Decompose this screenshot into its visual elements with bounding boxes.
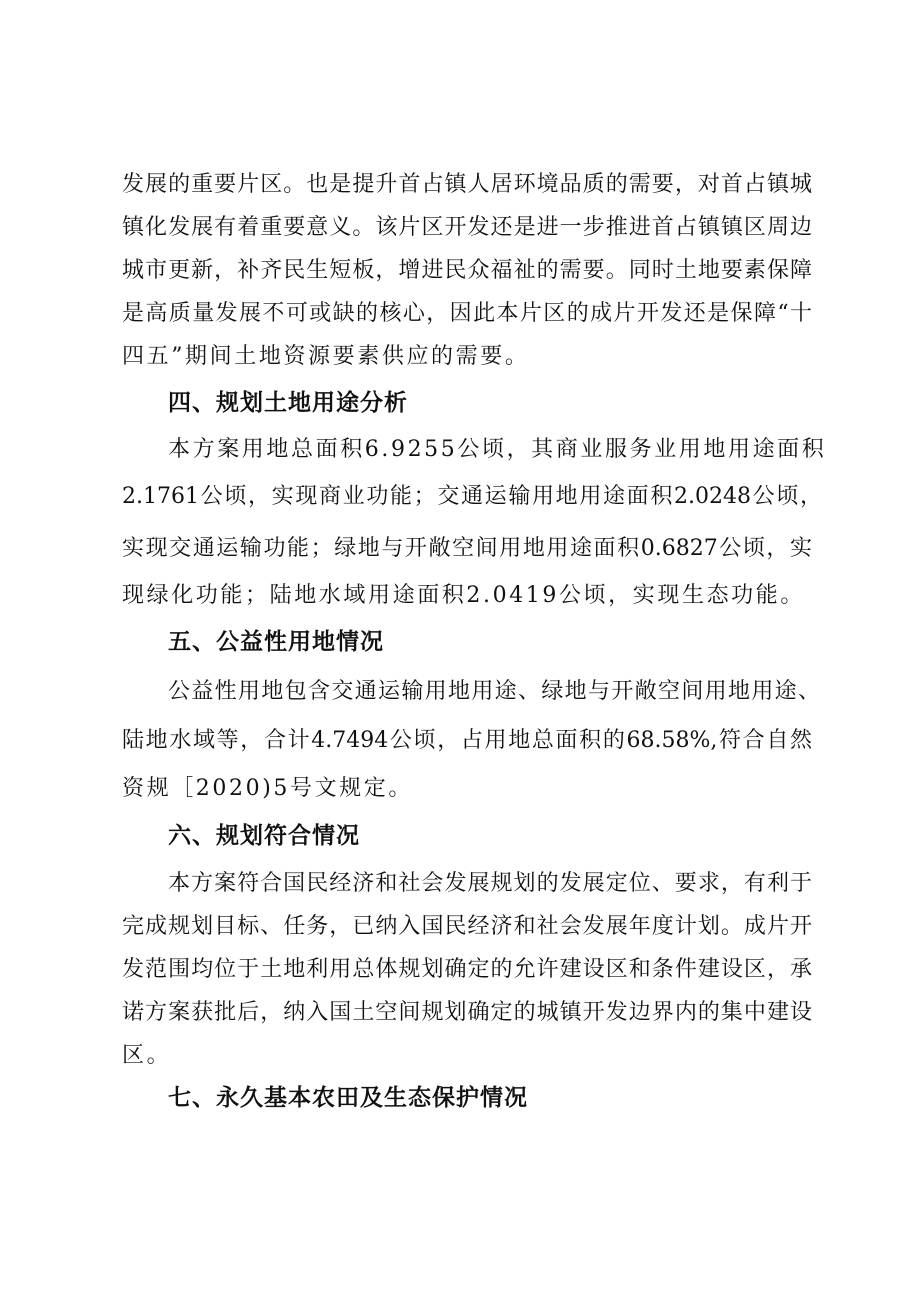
section-5-line-1: 公益性用地包含交通运输用地用途、绿地与开敞空间用地用途、 xyxy=(168,679,820,704)
intro-line-3: 城市更新，补齐民生短板，增进民众福祉的需要。同时土地要素保障 xyxy=(122,258,812,283)
section-6-line-4: 诺方案获批后，纳入国土空间规划确定的城镇开发边界内的集中建设 xyxy=(122,1000,812,1025)
intro-line-1: 发展的重要片区。也是提升首占镇人居环境品质的需要，对首占镇城 xyxy=(122,172,812,197)
section-6-line-3: 发范围均位于土地利用总体规划确定的允许建设区和条件建设区，承 xyxy=(122,957,812,982)
section-6-line-5: 区。 xyxy=(122,1043,172,1068)
section-6-heading: 六、规划符合情况 xyxy=(168,823,360,849)
intro-line-2: 镇化发展有着重要意义。该片区开发还是进一步推进首占镇镇区周边 xyxy=(122,215,812,240)
section-4-line-1: 本方案用地总面积6.9255公顷，其商业服务业用地用途面积 xyxy=(168,437,827,462)
section-4-line-4: 现绿化功能；陆地水域用途面积2.0419公顷，实现生态功能。 xyxy=(122,583,805,608)
intro-line-4: 是高质量发展不可或缺的核心，因此本片区的成片开发还是保障“十 xyxy=(122,301,812,326)
section-7-heading: 七、永久基本农田及生态保护情况 xyxy=(168,1085,528,1111)
section-4-line-3: 实现交通运输功能；绿地与开敞空间用地用途面积0.6827公顷，实 xyxy=(122,536,812,561)
section-5-line-3: 资规［2020)5号文规定。 xyxy=(122,776,413,801)
section-4-heading: 四、规划土地用途分析 xyxy=(168,390,408,416)
section-5-line-2: 陆地水域等，合计4.7494公顷，占用地总面积的68.58%,符合自然 xyxy=(122,728,812,753)
section-5-heading: 五、公益性用地情况 xyxy=(168,629,384,655)
intro-line-5: 四五”期间土地资源要素供应的需要。 xyxy=(122,344,530,369)
section-6-line-1: 本方案符合国民经济和社会发展规划的发展定位、要求，有利于 xyxy=(168,871,812,896)
section-4-line-2: 2.1761公顷，实现商业功能；交通运输用地用途面积2.0248公顷， xyxy=(122,484,822,509)
section-6-line-2: 完成规划目标、任务，已纳入国民经济和社会发展年度计划。成片开 xyxy=(122,914,812,939)
